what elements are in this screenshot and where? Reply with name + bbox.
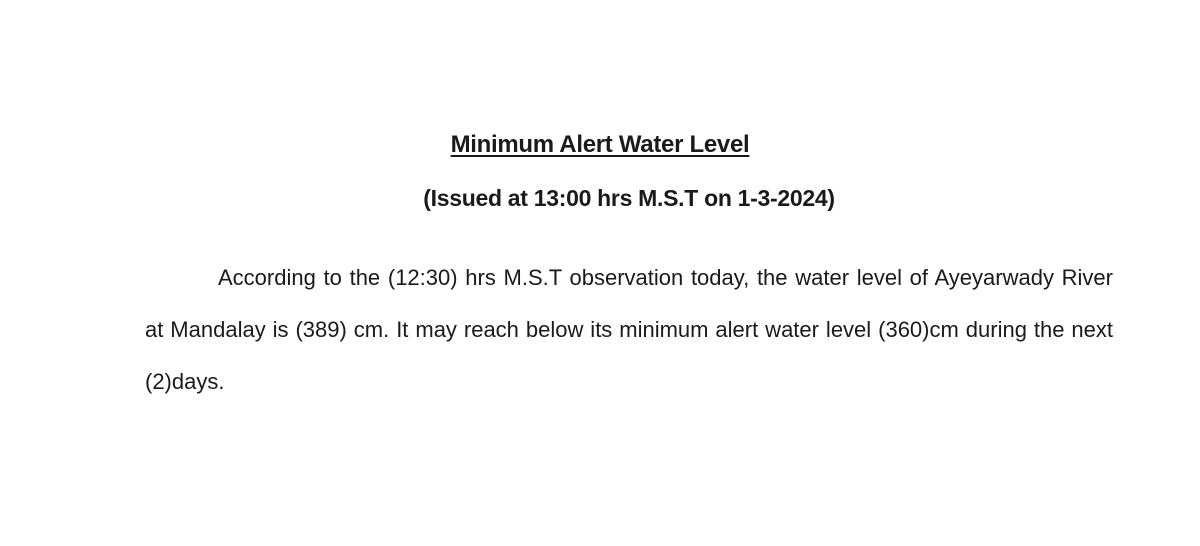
title-text: Minimum Alert Water Level <box>450 131 750 158</box>
issued-time: (Issued at 13:00 hrs M.S.T on 1-3-2024) <box>423 185 835 211</box>
document-title <box>0 128 1200 162</box>
bulletin-paragraph: According to the (12:30) hrs M.S.T observation today, the water level of Ayeyarwady River at Mandalay is (389) cm. It may reach below its minimum alert water level (360)cm during the next (2)days. <box>145 265 1113 394</box>
